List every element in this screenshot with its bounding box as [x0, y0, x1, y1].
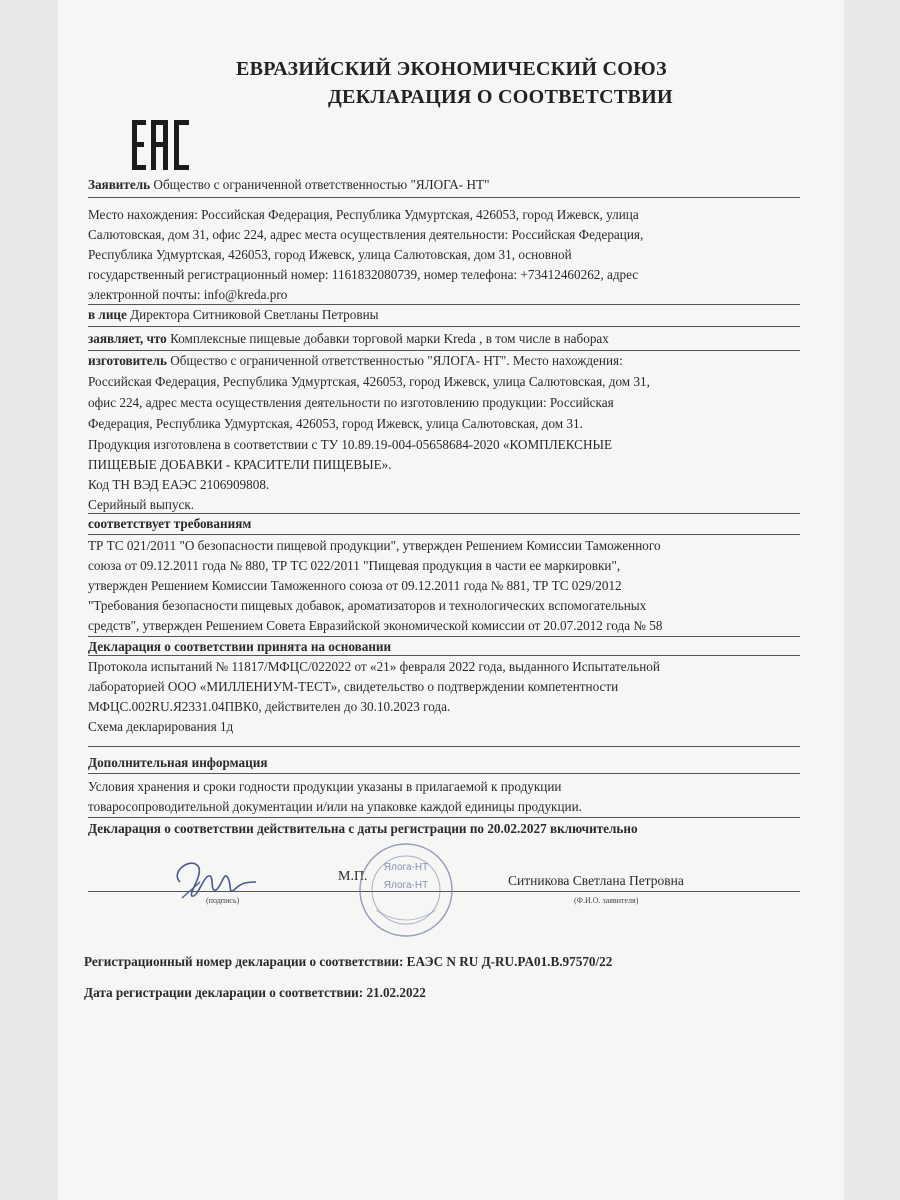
handwritten-signature: [170, 852, 260, 902]
divider: [88, 817, 800, 818]
requirements-line: "Требования безопасности пищевых добавок, ароматизаторов и технологических вспомогательных: [88, 598, 647, 613]
manufacturer-value: Общество с ограниченной ответственностью "ЯЛОГА- НТ". Место нахождения:: [166, 353, 623, 368]
divider: [88, 197, 800, 198]
declares-label: заявляет, что: [88, 331, 167, 346]
declaration-page: [58, 0, 844, 1200]
declares-value: Комплексные пищевые добавки торговой марки Kreda , в том числе в наборах: [166, 331, 609, 346]
manufacturer-address-line: Российская Федерация, Республика Удмуртская, 426053, город Ижевск, улица Салютовская, дом 31,: [88, 374, 650, 389]
divider: [88, 534, 800, 535]
requirements-line: утвержден Решением Комиссии Таможенного союза от 09.12.2011 года № 881, ТР ТС 029/2012: [88, 578, 622, 593]
divider: [88, 326, 800, 327]
svg-text:Ялога-НТ: Ялога-НТ: [383, 880, 429, 891]
representative-label: в лице: [88, 307, 127, 322]
additional-info-line: товаросопроводительной документации и/или на упаковке каждой единицы продукции.: [88, 799, 582, 814]
registration-number: Регистрационный номер декларации о соответствии: ЕАЭС N RU Д-RU.PA01.B.97570/22: [84, 954, 613, 969]
svg-text:Ялога-НТ: Ялога-НТ: [383, 862, 429, 873]
representative-line: [88, 306, 379, 324]
additional-info-line: Условия хранения и сроки годности продукции указаны в прилагаемой к продукции: [88, 779, 562, 794]
divider: [88, 636, 800, 637]
basis-line: МФЦС.002RU.Я2331.04ПВК0, действителен до 30.10.2023 года.: [88, 699, 451, 714]
divider: [88, 773, 800, 774]
registration-date: Дата регистрации декларации о соответствии: 21.02.2022: [84, 985, 426, 1000]
applicant-email-line: электронной почты: info@kreda.pro: [88, 287, 288, 302]
divider: [88, 746, 800, 747]
manufacturer-line: [88, 352, 623, 370]
applicant-address-line: Салютовская, дом 31, офис 224, адрес места осуществления деятельности: Российская Федерация,: [88, 227, 644, 242]
additional-info-label: Дополнительная информация: [88, 755, 268, 770]
manufacturer-spec-line: Продукция изготовлена в соответствии с ТУ 10.89.19-004-05658684-2020 «КОМПЛЕКСНЫЕ: [88, 437, 613, 452]
requirements-line: ТР ТС 021/2011 "О безопасности пищевой продукции", утвержден Решением Комиссии Таможенного: [88, 538, 661, 553]
declaration-scheme-line: Схема декларирования 1д: [88, 719, 234, 734]
basis-line: Протокола испытаний № 11817/МФЦС/022022 от «21» февраля 2022 года, выданного Испытательной: [88, 659, 660, 674]
basis-line: лабораторией ООО «МИЛЛЕНИУМ-ТЕСТ», свидетельство о подтверждении компетентности: [88, 679, 619, 694]
hs-code-line: Код ТН ВЭД ЕАЭС 2106909808.: [88, 477, 270, 492]
stamp-placeholder-mp: М.П.: [338, 869, 368, 884]
document-title-union: ЕВРАЗИЙСКИЙ ЭКОНОМИЧЕСКИЙ СОЮЗ: [236, 58, 667, 80]
manufacturer-address-line: офис 224, адрес места осуществления деятельности по изготовлению продукции: Российская: [88, 395, 614, 410]
representative-value: Директора Ситниковой Светланы Петровны: [126, 307, 379, 322]
manufacturer-spec-line: ПИЩЕВЫЕ ДОБАВКИ - КРАСИТЕЛИ ПИЩЕВЫЕ».: [88, 457, 392, 472]
signer-name: Ситникова Светлана Петровна: [508, 873, 684, 888]
divider: [88, 655, 800, 656]
manufacturer-address-line: Федерация, Республика Удмуртская, 426053, город Ижевск, улица Салютовская, дом 31.: [88, 416, 583, 431]
validity-statement: Декларация о соответствии действительна с даты регистрации по 20.02.2027 включительно: [88, 821, 638, 836]
requirements-label: соответствует требованиям: [88, 516, 252, 531]
applicant-address-line: Республика Удмуртская, 426053, город Ижевск, улица Салютовская, дом 31, основной: [88, 247, 572, 262]
manufacturer-label: изготовитель: [88, 353, 167, 368]
signature-caption: (подпись): [206, 896, 240, 905]
document-title-declaration: ДЕКЛАРАЦИЯ О СООТВЕТСТВИИ: [328, 86, 673, 108]
serial-production-line: Серийный выпуск.: [88, 497, 195, 512]
applicant-label: Заявитель: [88, 177, 151, 192]
basis-label: Декларация о соответствии принята на основании: [88, 639, 392, 654]
applicant-value: Общество с ограниченной ответственностью "ЯЛОГА- НТ": [150, 177, 490, 192]
divider: [88, 350, 800, 351]
requirements-line: средств", утвержден Решением Совета Евразийской экономической комиссии от 20.07.2012 года № 58: [88, 618, 663, 633]
declares-line: [88, 330, 609, 348]
company-stamp: [356, 840, 456, 940]
eac-logo-icon: [130, 118, 192, 172]
name-caption: (Ф.И.О. заявителя): [574, 896, 639, 905]
applicant-line: [88, 176, 489, 194]
applicant-address-line: государственный регистрационный номер: 1161832080739, номер телефона: +73412460262, адрес: [88, 267, 639, 282]
divider: [88, 304, 800, 305]
divider: [88, 513, 800, 514]
applicant-address-line: Место нахождения: Российская Федерация, Республика Удмуртская, 426053, город Ижевск, улица: [88, 207, 639, 222]
requirements-line: союза от 09.12.2011 года № 880, ТР ТС 022/2011 "Пищевая продукция в части ее маркировки",: [88, 558, 621, 573]
